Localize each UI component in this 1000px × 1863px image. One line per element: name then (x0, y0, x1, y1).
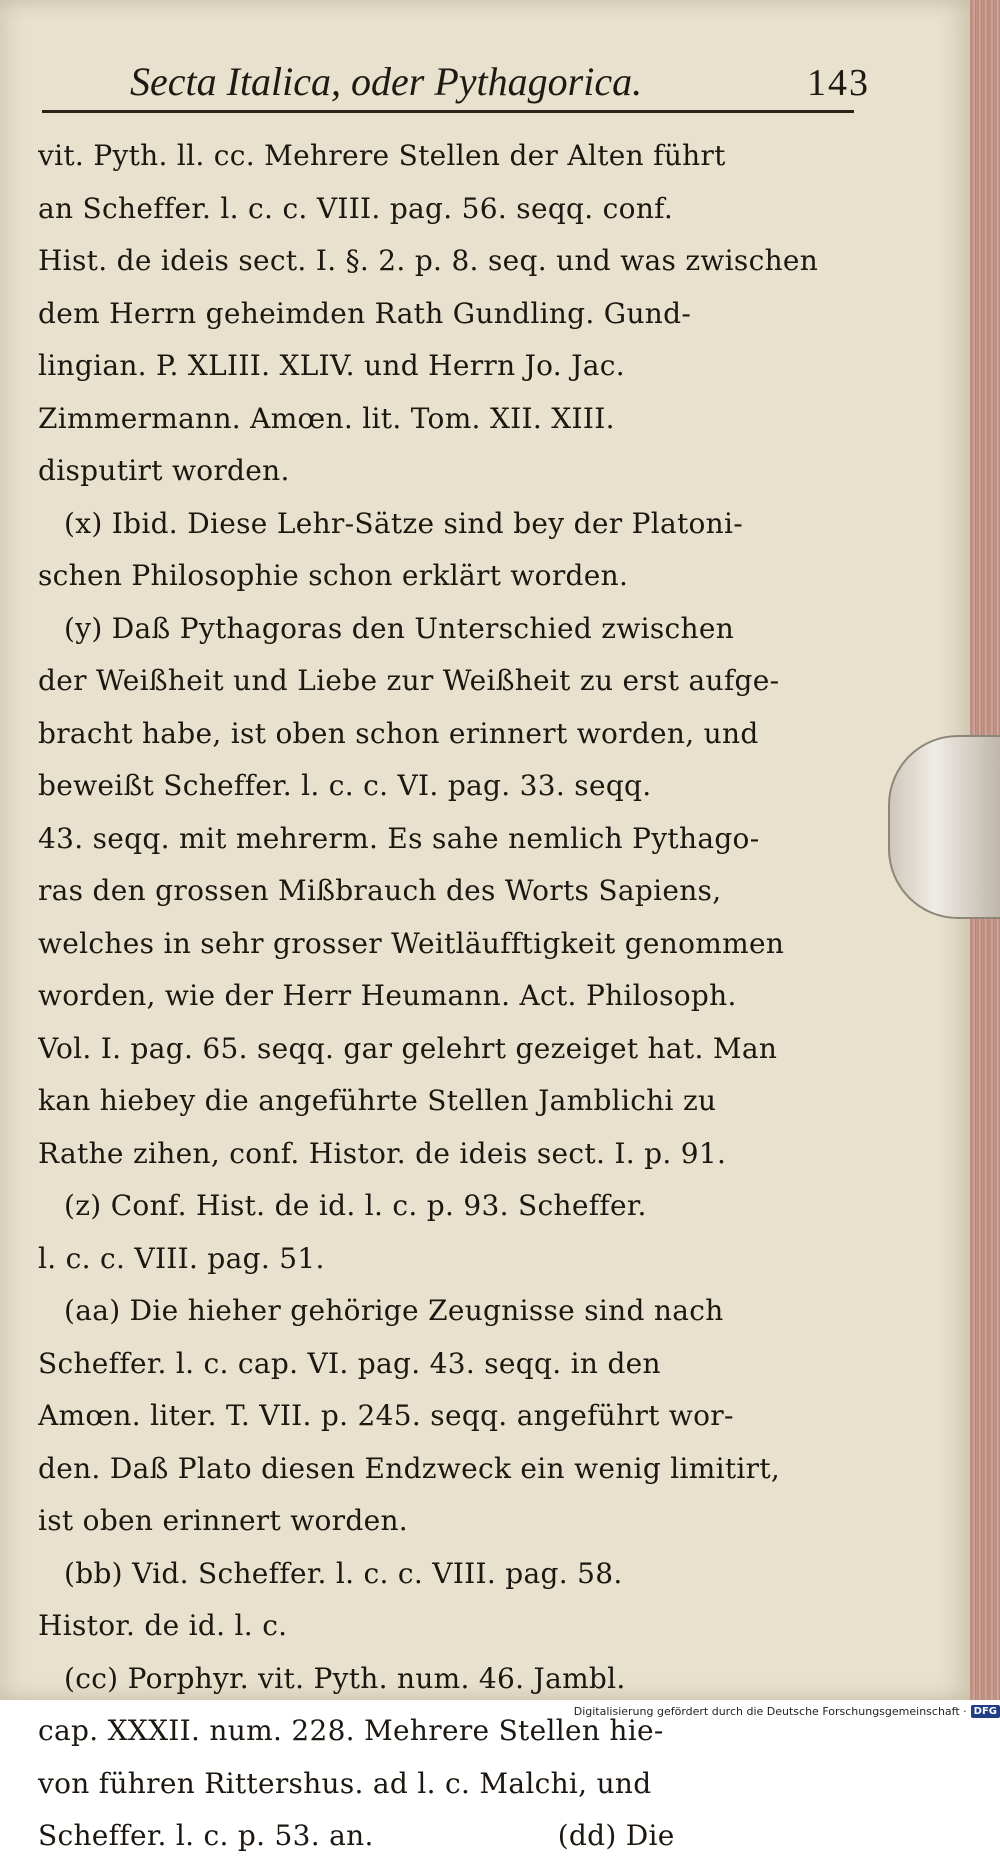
text-line: kan hiebey die angeführte Stellen Jamblichi zu (38, 1084, 717, 1117)
book-clasp (888, 735, 1000, 919)
text-line: ras den grossen Mißbrauch des Worts Sapiens, (38, 874, 722, 907)
text-line: Amœn. liter. T. VII. p. 245. seqq. angeführt wor- (38, 1399, 734, 1432)
header-rule (42, 110, 854, 113)
text-line: Scheffer. l. c. p. 53. an. (dd) Die (38, 1819, 675, 1852)
text-line: Vol. I. pag. 65. seqq. gar gelehrt gezeiget hat. Man (38, 1031, 778, 1065)
text-line: Hist. de ideis sect. I. §. 2. p. 8. seq. und was zwischen (38, 244, 819, 277)
text-line: Rathe zihen, conf. Histor. de ideis sect. I. p. 91. (38, 1136, 727, 1170)
text-line: cap. XXXII. num. 228. Mehrere Stellen hie- (38, 1714, 664, 1747)
digitization-footer (560, 1703, 1000, 1720)
body-text (38, 130, 856, 1863)
text-line: worden, wie der Herr Heumann. Act. Philosoph. (38, 979, 737, 1012)
footnote-aa: (aa) Die hieher gehörige Zeugnisse sind nach (64, 1294, 724, 1327)
text-line: welches in sehr grosser Weitläufftigkeit genommen (38, 926, 785, 960)
text-line: ist oben erinnert worden. (38, 1504, 408, 1537)
text-line: Zimmermann. Amœn. lit. Tom. XII. XIII. (38, 401, 615, 435)
footnote-y: (y) Daß Pythagoras den Unterschied zwischen (64, 611, 735, 645)
text-line: schen Philosophie schon erklärt worden. (38, 559, 629, 592)
footnote-z: (z) Conf. Hist. de id. l. c. p. 93. Scheffer. (64, 1189, 647, 1222)
footnote-bb: (bb) Vid. Scheffer. l. c. c. VIII. pag. 58. (64, 1556, 623, 1590)
running-head (130, 58, 870, 110)
footer-text: Digitalisierung gefördert durch die Deutsche Forschungsgemeinschaft · (573, 1705, 967, 1718)
text-line: vit. Pyth. ll. cc. Mehrere Stellen der Alten führt (38, 139, 726, 172)
text-line: lingian. P. XLIII. XLIV. und Herrn Jo. Jac. (38, 349, 625, 382)
text-line: Histor. de id. l. c. (38, 1609, 288, 1642)
text-line: dem Herrn geheimden Rath Gundling. Gund- (38, 296, 692, 330)
text-line: disputirt worden. (38, 454, 290, 487)
text-line: Scheffer. l. c. cap. VI. pag. 43. seqq. in den (38, 1346, 661, 1380)
footnote-cc: (cc) Porphyr. vit. Pyth. num. 46. Jambl. (64, 1661, 626, 1695)
running-title: Secta Italica, oder Pythagorica. (130, 59, 643, 104)
text-line: bracht habe, ist oben schon erinnert worden, und (38, 716, 759, 750)
text-line: von führen Rittershus. ad l. c. Malchi, und (38, 1766, 652, 1800)
text-line: an Scheffer. l. c. c. VIII. pag. 56. seqq. conf. (38, 191, 674, 225)
text-line: 43. seqq. mit mehrerm. Es sahe nemlich Pythago- (38, 821, 760, 855)
footnote-x: (x) Ibid. Diese Lehr-Sätze sind bey der Platoni- (64, 506, 744, 540)
page-number: 143 (807, 62, 870, 104)
text-line: l. c. c. VIII. pag. 51. (38, 1241, 325, 1275)
text-line: beweißt Scheffer. l. c. c. VI. pag. 33. seqq. (38, 769, 652, 802)
text-line: der Weißheit und Liebe zur Weißheit zu erst aufge- (38, 664, 780, 697)
text-line: den. Daß Plato diesen Endzweck ein wenig limitirt, (38, 1451, 781, 1485)
dfg-logo: DFG (971, 1705, 1000, 1718)
